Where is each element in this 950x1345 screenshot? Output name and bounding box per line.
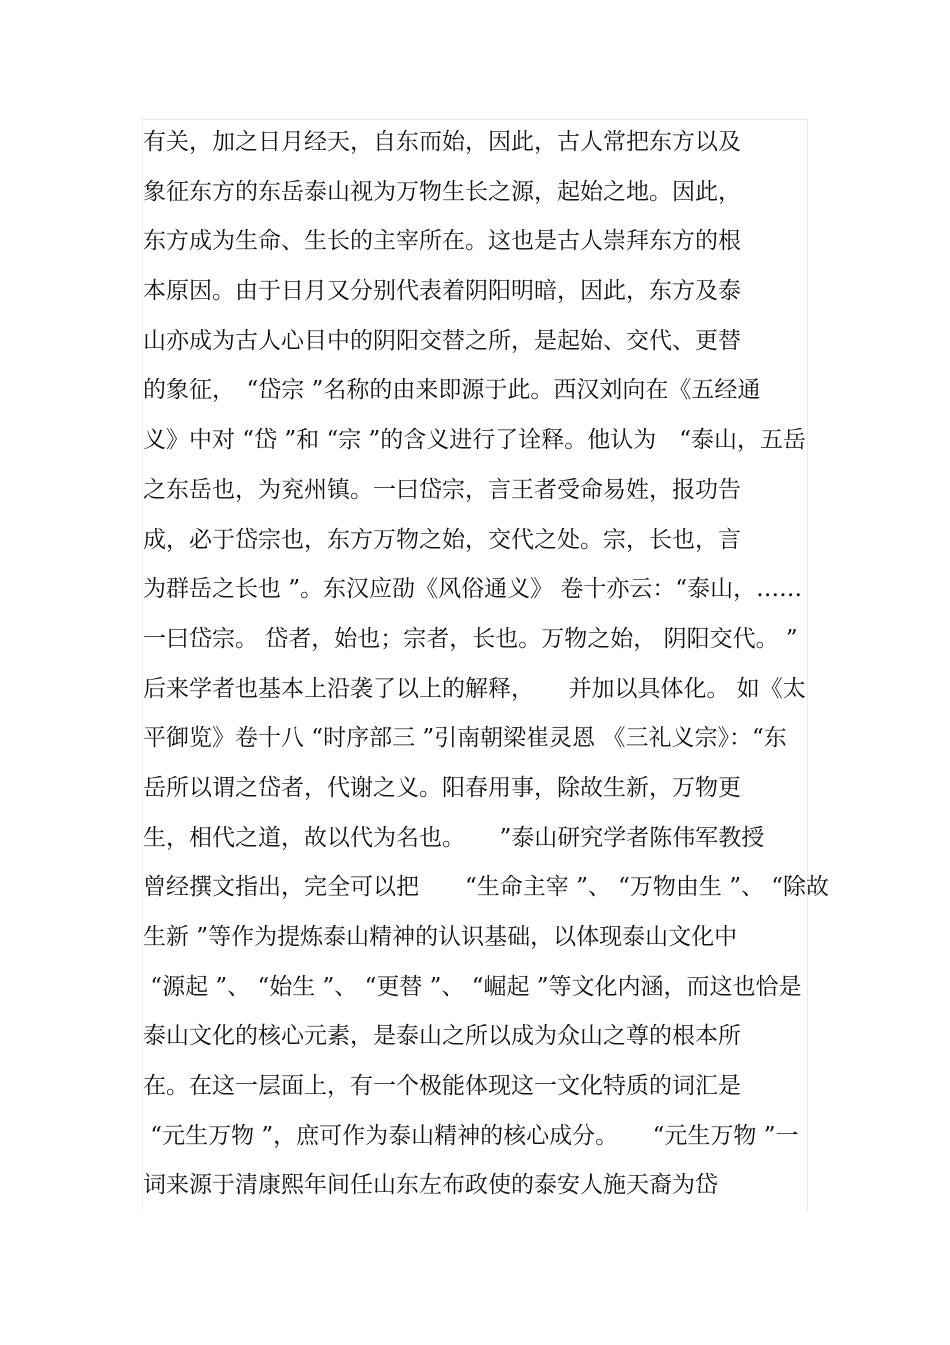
text-line: 岳所以谓之岱者，代谢之义。阳春用事，除故生新，万物更 <box>143 774 741 801</box>
text-line: 东方成为生命、生长的主宰所在。这也是古人崇拜东方的根 <box>143 228 741 255</box>
text-line: 为群岳之长也 ”。东汉应劭《风俗通义》 卷十亦云：“泰山，…… <box>143 576 803 603</box>
text-line: 一曰岱宗。 岱者，始也；宗者，长也。万物之始， 阴阳交代。 ” <box>143 625 798 652</box>
text-line: “元生万物 ”，庶可作为泰山精神的核心成分。 “元生万物 ”一 <box>143 1122 799 1149</box>
text-line: 之东岳也，为兖州镇。一曰岱宗，言王者受命易姓，报功告 <box>143 476 741 503</box>
text-line: 泰山文化的核心元素，是泰山之所以成为众山之尊的根本所 <box>143 1023 741 1050</box>
text-line: 山亦成为古人心目中的阴阳交替之所，是起始、交代、更替 <box>143 327 741 354</box>
text-line: 成，必于岱宗也，东方万物之始，交代之处。宗，长也，言 <box>143 526 741 553</box>
text-line: 词来源于清康熙年间任山东左布政使的泰安人施天裔为岱 <box>143 1172 718 1199</box>
text-line: 象征东方的东岳泰山视为万物生长之源，起始之地。因此， <box>143 178 741 205</box>
text-line: 曾经撰文指出，完全可以把 “生命主宰 ”、 “万物由生 ”、 “除故 <box>143 874 830 901</box>
text-line: 在。在这一层面上，有一个极能体现这一文化特质的词汇是 <box>143 1073 741 1100</box>
text-line: 的象征， “岱宗 ”名称的由来即源于此。西汉刘向在《五经通 <box>143 377 761 404</box>
text-line: 平御览》卷十八 “时序部三 ”引南朝梁崔灵恩 《三礼义宗》：“东 <box>143 725 787 752</box>
text-line: 生新 ”等作为提炼泰山精神的认识基础，以体现泰山文化中 <box>143 924 738 950</box>
text-line: “源起 ”、 “始生 ”、 “更替 ”、 “崛起 ”等文化内涵，而这也恰是 <box>143 973 802 1000</box>
text-line: 本原因。由于日月又分别代表着阴阳明暗，因此，东方及泰 <box>143 278 741 305</box>
text-line: 生，相代之道，故以代为名也。 ”泰山研究学者陈伟军教授 <box>143 824 765 851</box>
body-text <box>143 120 830 1213</box>
text-line: 有关，加之日月经天，自东而始，因此，古人常把东方以及 <box>143 129 741 155</box>
text-line: 后来学者也基本上沿袭了以上的解释， 并加以具体化。 如《太 <box>143 675 806 702</box>
text-line: 义》中对 “岱 ”和 “宗 ”的含义进行了诠释。他认为 “泰山，五岳 <box>143 427 807 454</box>
